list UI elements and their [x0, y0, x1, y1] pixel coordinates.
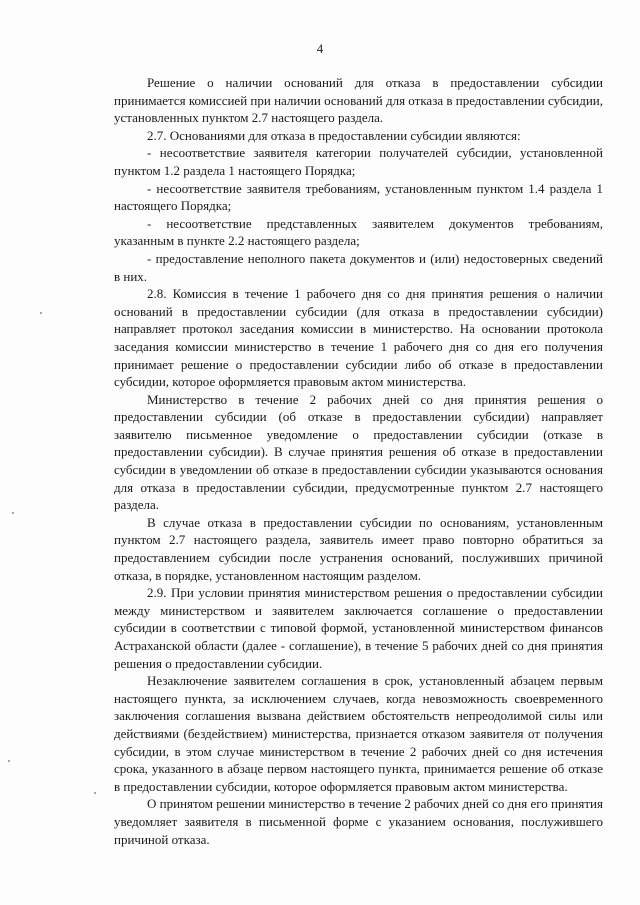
- list-item-requirements-mismatch: - несоответствие заявителя требованиям, установленным пунктом 1.4 раздела 1 настоящего Порядка;: [114, 180, 603, 214]
- list-item-incomplete-package: - предоставление неполного пакета документов и (или) недостоверных сведений в них.: [114, 250, 603, 284]
- paragraph-repeat-application: В случае отказа в предоставлении субсидии по основаниям, установленным пунктом 2.7 настоящего раздела, заявитель имеет право повторно обратиться за предоставлением субсидии после устранения оснований, послуживших причиной отказа, в порядке, установленном настоящим разделом.: [114, 514, 603, 583]
- paragraph-decision-basis: Решение о наличии оснований для отказа в предоставлении субсидии принимается комиссией при наличии оснований для отказа в предоставлении субсидии, установленных пунктом 2.7 настоящего раздела.: [114, 75, 604, 126]
- paragraph-2-7-heading: 2.7. Основаниями для отказа в предоставлении субсидии являются:: [147, 127, 521, 143]
- list-item-category-mismatch: - несоответствие заявителя категории получателей субсидии, установленной пунктом 1.2 раздела 1 настоящего Порядка;: [114, 145, 603, 178]
- list-item-documents-mismatch: - несоответствие представленных заявителем документов требованиям, указанным в пункте 2.2 настоящего раздела;: [114, 215, 603, 249]
- scan-speck: [94, 792, 96, 794]
- paragraph-decision-notice: О принятом решении министерство в течение 2 рабочих дней со дня его принятия уведомляет заявителя в письменной форме с указанием основания, послужившего причиной отказа.: [114, 796, 603, 847]
- paragraph-2-8: 2.8. Комиссия в течение 1 рабочего дня со дня принятия решения о наличии оснований в предоставлении субсидии (для отказа в предоставлении субсидии) направляет протокол заседания комиссии в министерство. На основании протокола заседания комиссии министерство в течение 1 рабочего дня со дня его получения принимает решение о предоставлении субсидии либо об отказе в предоставлении субсидии, которое оформляется правовым актом министерства.: [114, 286, 603, 390]
- scan-speck: [8, 760, 10, 762]
- paragraph-ministry-notification: Министерство в течение 2 рабочих дней со дня принятия решения о предоставлении субсидии (об отказе в предоставлении субсидии) направляет заявителю письменное уведомление о предоставлении субсидии (отказе в предоставлении субсидии). В случае принятия решения об отказе в предоставлении субсидии в уведомлении об отказе в предоставлении субсидии указываются основания для отказа в предоставлении субсидии, предусмотренные пунктом 2.7 настоящего раздела.: [114, 391, 603, 513]
- document-body: [114, 74, 603, 848]
- page-number: 4: [316, 41, 324, 56]
- scan-speck: [40, 312, 42, 314]
- scan-speck: [12, 512, 14, 514]
- paragraph-non-conclusion: Незаключение заявителем соглашения в срок, установленный абзацем первым настоящего пункта, за исключением случаев, когда невозможность своевременного заключения соглашения вызвана действием обстоятельств непреодолимой силы или действиями (бездействием) министерства, признается отказом заявителя от получения субсидии, в этом случае министерством в течение 2 рабочих дней со дня истечения срока, указанного в абзаце первом настоящего пункта, принимается решение об отказе в предоставлении субсидии, которое оформляется правовым актом министерства.: [114, 673, 603, 794]
- paragraph-2-9: 2.9. При условии принятия министерством решения о предоставлении субсидии между министерством и заявителем заключается соглашение о предоставлении субсидии в соответствии с типовой формой, установленной министерством финансов Астраханской области (далее - соглашение), в течение 5 рабочих дней со дня принятия решения о предоставлении субсидии.: [114, 585, 603, 671]
